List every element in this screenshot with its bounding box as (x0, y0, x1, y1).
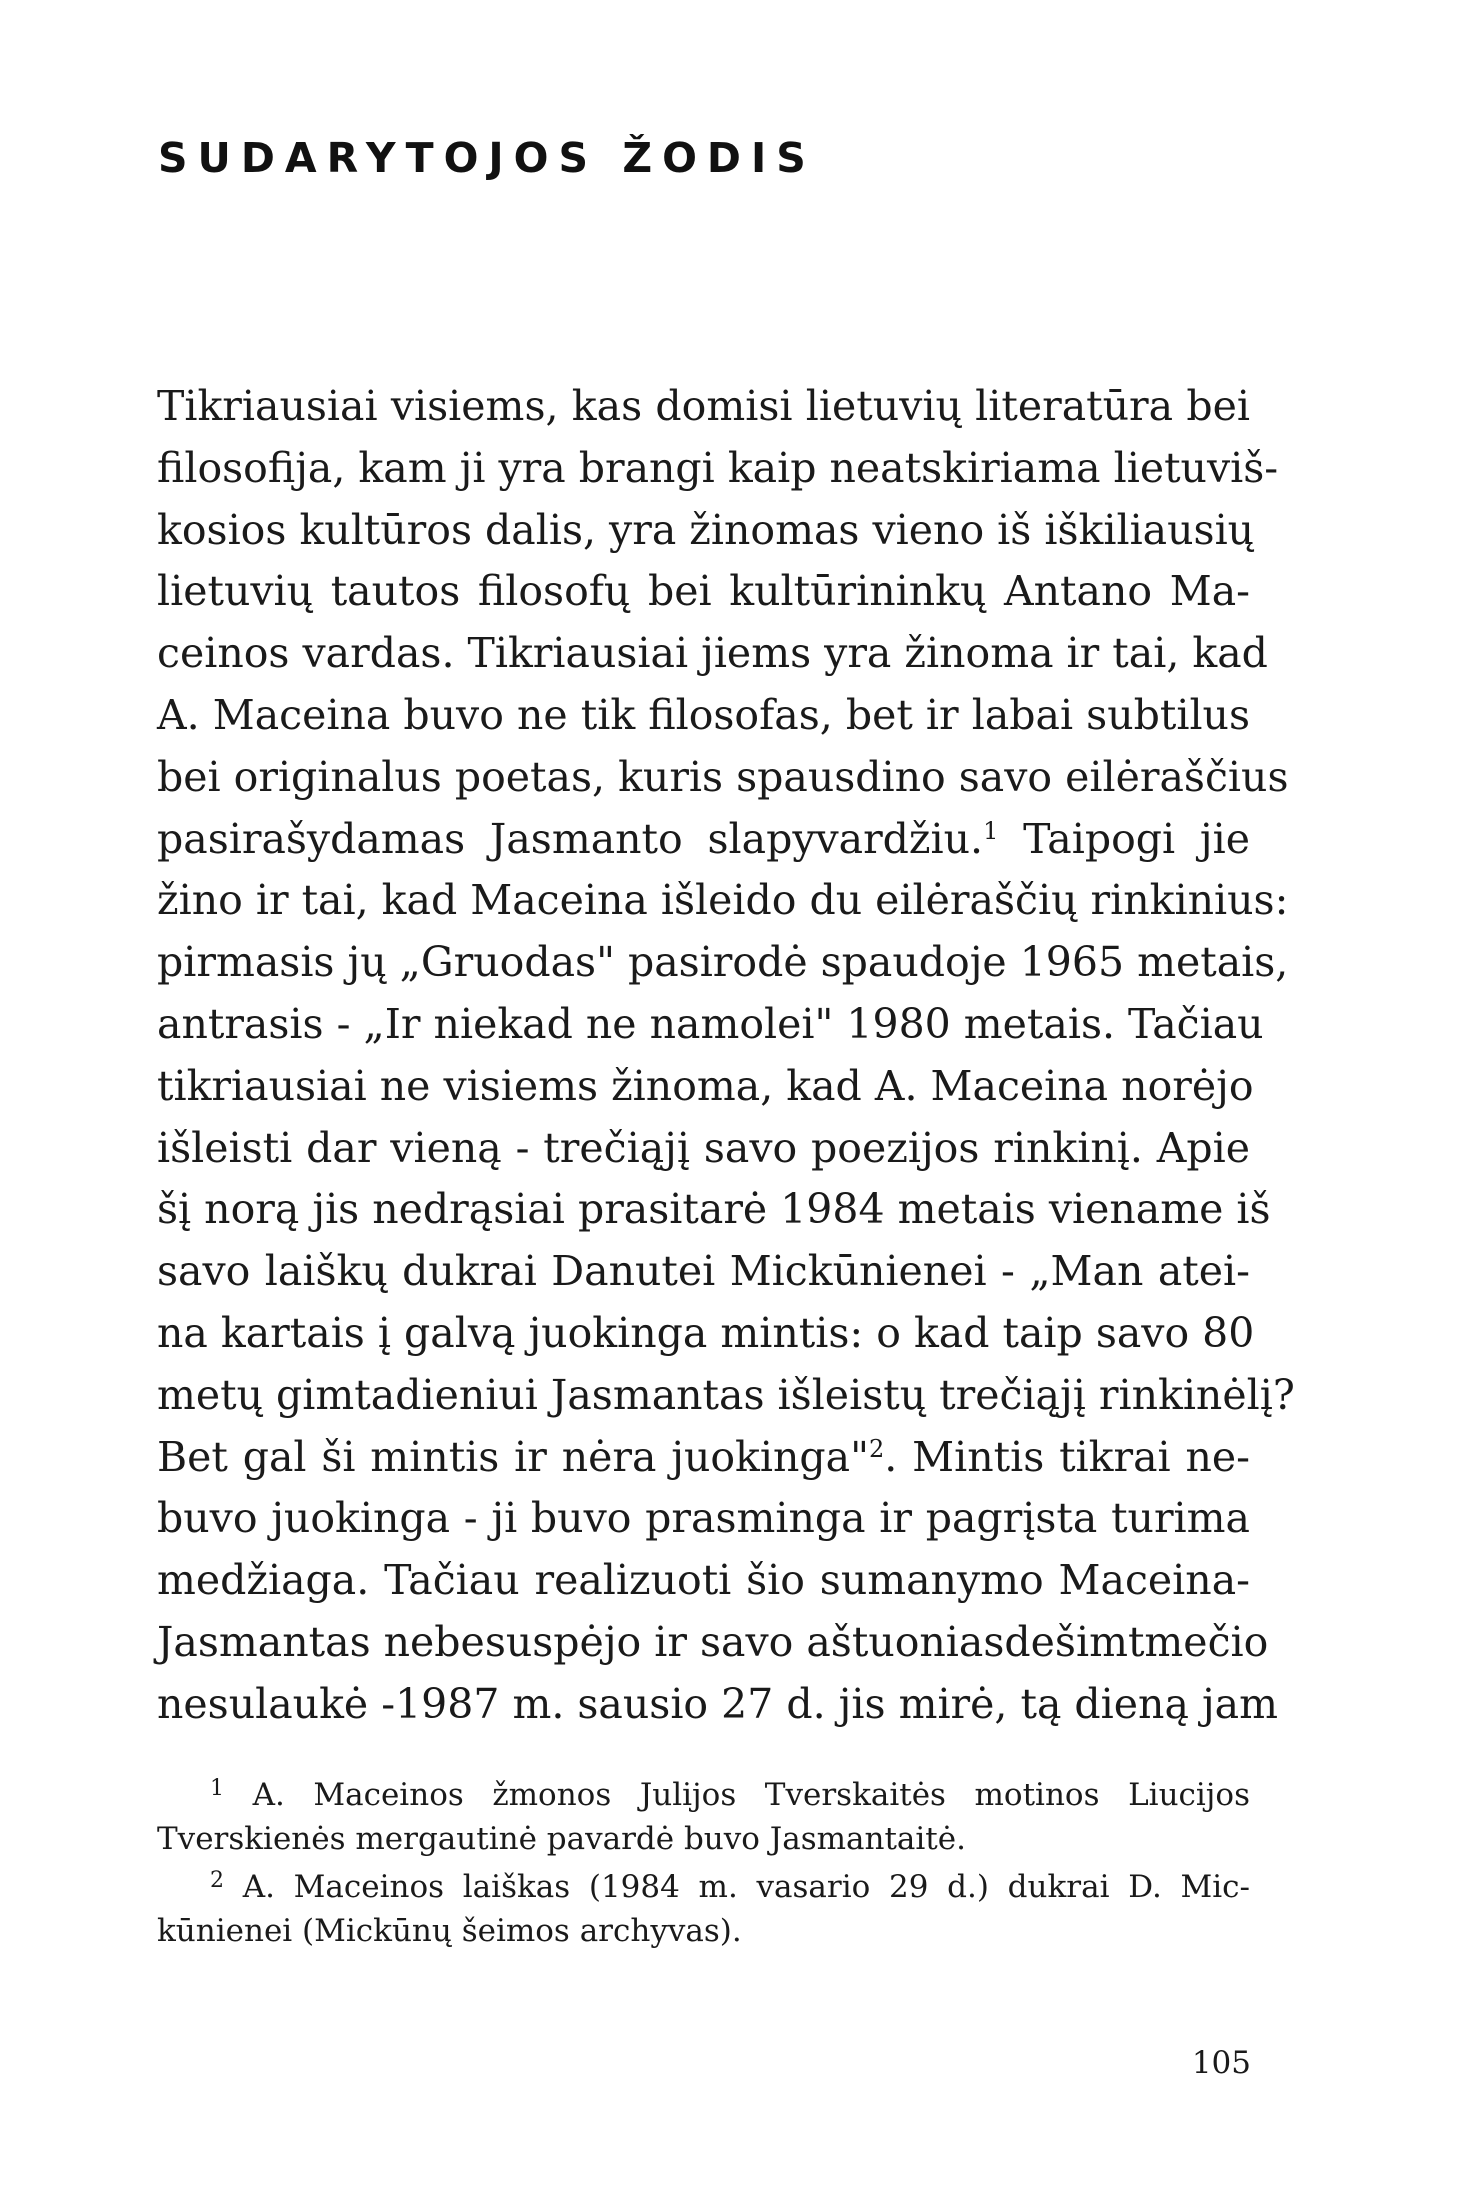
footnote-line: kūnienei (Mickūnų šeimos archyvas). (157, 1913, 742, 1949)
page-number: 105 (1191, 2045, 1251, 2081)
body-paragraph (157, 376, 1295, 1736)
footnote-line: Tverskienės mergautinė pavardė buvo Jasmantaitė. (157, 1821, 966, 1857)
body-line: bei originalus poetas, kuris spausdino savo eilėraščius (157, 752, 1289, 801)
body-line: šį norą jis nedrąsiai prasitarė 1984 metais viename iš (157, 1185, 1271, 1234)
footnote-text: A. Maceinos žmonos Julijos Tverskaitės motinos Liucijos (224, 1777, 1250, 1813)
footnote-text: A. Maceinos laiškas (1984 m. vasario 29 d.) dukrai D. Mic- (224, 1869, 1250, 1905)
footnote-number: 1 (210, 1776, 224, 1801)
body-line: žino ir tai, kad Maceina išleido du eilėraščių rinkinius: (157, 876, 1289, 925)
body-line: ceinos vardas. Tikriausiai jiems yra žinoma ir tai, kad (157, 629, 1268, 678)
footnote-ref-2: 2 (868, 1434, 885, 1463)
footnote-ref-1: 1 (983, 816, 999, 845)
body-line: medžiaga. Tačiau realizuoti šio sumanymo Maceina- (157, 1556, 1250, 1605)
footnote-1 (157, 1773, 1250, 1861)
body-line-with-footnote-1 (157, 809, 1250, 871)
body-line-text: pasirašydamas Jasmanto slapyvardžiu. (157, 814, 984, 863)
body-line: kosios kultūros dalis, yra žinomas vieno iš iškiliausių (157, 505, 1255, 554)
body-line: nesulaukė -1987 m. sausio 27 d. jis mirė, tą dieną jam (157, 1679, 1278, 1728)
body-line: na kartais į galvą juokinga mintis: o kad taip savo 80 (157, 1308, 1255, 1357)
body-line: Tikriausiai visiems, kas domisi lietuvių literatūra bei (157, 382, 1250, 430)
body-line: A. Maceina buvo ne tik filosofas, bet ir labai subtilus (157, 690, 1250, 739)
body-line-text: Bet gal ši mintis ir nėra juokinga" (157, 1432, 869, 1481)
body-line: Jasmantas nebesuspėjo ir savo aštuoniasdešimtmečio (157, 1617, 1269, 1666)
body-line: pirmasis jų „Gruodas" pasirodė spaudoje 1965 metais, (157, 938, 1289, 987)
body-line: antrasis - „Ir niekad ne namolei" 1980 metais. Tačiau (157, 999, 1264, 1048)
body-line: metų gimtadieniui Jasmantas išleistų trečiąjį rinkinėlį? (157, 1370, 1295, 1419)
body-line: tikriausiai ne visiems žinoma, kad A. Maceina norėjo (157, 1061, 1254, 1110)
footnote-line (157, 1865, 1250, 1909)
footnote-2 (157, 1865, 1250, 1953)
footnote-number: 2 (210, 1868, 224, 1893)
body-line-text: . Mintis tikrai ne- (884, 1432, 1251, 1481)
body-line-with-footnote-2 (157, 1427, 1250, 1489)
body-line: lietuvių tautos filosofų bei kultūrininkų Antano Ma- (157, 567, 1250, 616)
body-line: filosofija, kam ji yra brangi kaip neatskiriama lietuviš- (157, 443, 1279, 492)
body-line: išleisti dar vieną - trečiąjį savo poezijos rinkinį. Apie (157, 1123, 1250, 1172)
body-line: savo laiškų dukrai Danutei Mickūnienei - „Man atei- (157, 1247, 1250, 1296)
body-line-text: Taipogi jie (998, 814, 1250, 863)
footnote-line (157, 1773, 1250, 1817)
section-heading: SUDARYTOJOS ŽODIS (158, 134, 816, 182)
body-line: buvo juokinga - ji buvo prasminga ir pagrįsta turima (157, 1494, 1250, 1543)
